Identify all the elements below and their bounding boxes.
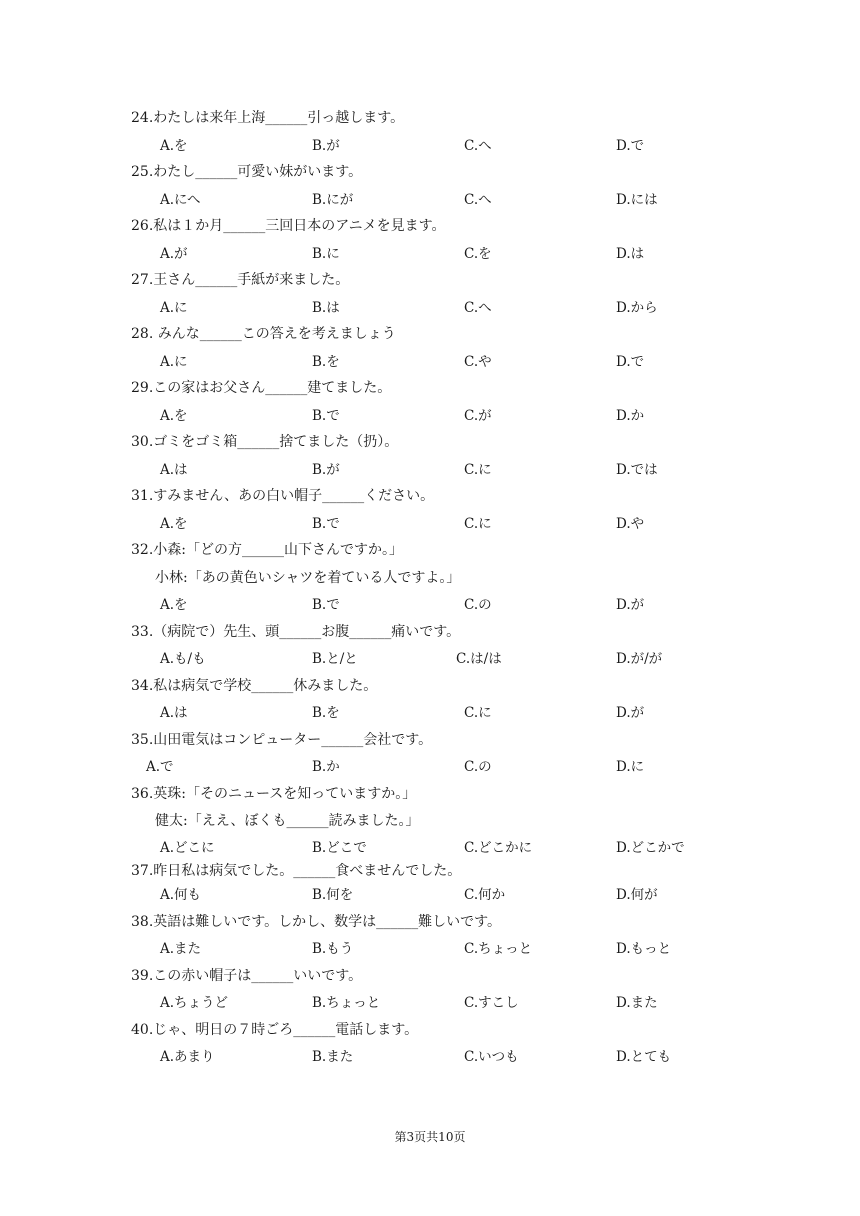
option-b: B.に: [312, 246, 340, 262]
option-d: D.では: [616, 462, 658, 478]
question-32-reply: 小林:「あの黄色いシャツを着ている人ですよ。」: [155, 570, 461, 586]
options-24: [0, 137, 860, 155]
option-a: A.は: [160, 705, 188, 721]
option-b: B.が: [312, 462, 340, 478]
option-a: A.にへ: [160, 192, 201, 208]
option-b: B.もう: [312, 941, 354, 957]
option-c: C.へ: [464, 300, 492, 316]
option-d: D.が: [616, 705, 645, 721]
option-d: D.何が: [616, 887, 658, 903]
option-d: D.また: [616, 995, 658, 1011]
option-a: A.を: [160, 516, 188, 532]
options-29: [0, 407, 860, 425]
option-a: A.が: [160, 246, 188, 262]
option-d: D.もっと: [616, 941, 672, 957]
options-28: [0, 353, 860, 371]
option-b: B.また: [312, 1049, 354, 1065]
option-a: A.に: [160, 354, 188, 370]
question-37: 37.昨日私は病気でした。______食べませんでした。: [131, 863, 462, 879]
question-36: 36.英珠:「そのニュースを知っていますか。」: [131, 786, 417, 802]
option-a: A.は: [160, 462, 188, 478]
option-a: A.を: [160, 597, 188, 613]
option-b: B.で: [312, 408, 340, 424]
options-25: [0, 191, 860, 209]
option-a: A.を: [160, 408, 188, 424]
option-c: C.や: [464, 354, 492, 370]
option-c: C.が: [464, 408, 492, 424]
options-40: [0, 1048, 860, 1066]
option-b: B.を: [312, 354, 340, 370]
option-b: B.何を: [312, 887, 354, 903]
option-d: D.に: [616, 759, 645, 775]
question-24: 24.わたしは来年上海______引っ越します。: [131, 110, 405, 126]
options-32: [0, 596, 860, 614]
option-a: A.も/も: [160, 651, 206, 667]
question-27: 27.王さん______手紙が来ました。: [131, 272, 350, 288]
option-b: B.で: [312, 516, 340, 532]
option-a: A.で: [146, 759, 174, 775]
option-d: D.どこかで: [616, 840, 685, 856]
option-b: B.ちょっと: [312, 995, 381, 1011]
options-33: [0, 650, 860, 668]
question-36-reply: 健太:「ええ、ぼくも______読みました。」: [155, 813, 420, 829]
question-39: 39.この赤い帽子は______いいです。: [131, 968, 363, 984]
option-d: D.とても: [616, 1049, 672, 1065]
question-32: 32.小森:「どの方______山下さんですか。」: [131, 542, 403, 558]
question-35: 35.山田電気はコンピューター______会社です。: [131, 732, 433, 748]
option-d: D.か: [616, 408, 645, 424]
question-33: 33.（病院で）先生、頭______お腹______痛いです。: [131, 624, 461, 640]
question-28: 28. みんな______この答えを考えましょう: [131, 326, 396, 342]
option-c: C.どこかに: [464, 840, 533, 856]
question-38: 38.英語は難しいです。しかし、数学は______難しいです。: [131, 914, 502, 930]
question-25: 25.わたし______可愛い妹がいます。: [131, 164, 363, 180]
option-c: C.何か: [464, 887, 506, 903]
option-c: C.へ: [464, 192, 492, 208]
options-36: [0, 839, 860, 857]
option-d: D.は: [616, 246, 645, 262]
options-30: [0, 461, 860, 479]
option-c: C.を: [464, 246, 492, 262]
option-a: A.何も: [160, 887, 202, 903]
option-b: B.どこで: [312, 840, 367, 856]
option-b: B.にが: [312, 192, 354, 208]
option-d: D.や: [616, 516, 645, 532]
question-34: 34.私は病気で学校______休みました。: [131, 678, 378, 694]
option-c: C.の: [464, 597, 492, 613]
option-b: B.か: [312, 759, 340, 775]
option-a: A.あまり: [160, 1049, 215, 1065]
option-c: C.に: [464, 516, 492, 532]
options-26: [0, 245, 860, 263]
option-d: D.が/が: [616, 651, 663, 667]
option-b: B.を: [312, 705, 340, 721]
option-d: D.が: [616, 597, 645, 613]
option-c: C.へ: [464, 138, 492, 154]
options-38: [0, 940, 860, 958]
option-c: C.の: [464, 759, 492, 775]
option-a: A.に: [160, 300, 188, 316]
option-d: D.から: [616, 300, 658, 316]
option-c: C.ちょっと: [464, 941, 533, 957]
options-27: [0, 299, 860, 317]
question-40: 40.じゃ、明日の７時ごろ______電話します。: [131, 1022, 419, 1038]
question-26: 26.私は１か月______三回日本のアニメを見ます。: [131, 218, 446, 234]
option-c: C.すこし: [464, 995, 519, 1011]
options-31: [0, 515, 860, 533]
option-c: C.に: [464, 462, 492, 478]
option-a: A.を: [160, 138, 188, 154]
option-c: C.いつも: [464, 1049, 519, 1065]
question-31: 31.すみません、あの白い帽子______ください。: [131, 488, 435, 504]
options-37: [0, 886, 860, 904]
question-30: 30.ゴミをゴミ箱______捨てました（扔）。: [131, 434, 399, 450]
options-34: [0, 704, 860, 722]
options-39: [0, 994, 860, 1012]
option-c: C.は/は: [456, 651, 502, 667]
option-b: B.と/と: [312, 651, 358, 667]
option-a: A.どこに: [160, 840, 215, 856]
option-a: A.また: [160, 941, 202, 957]
option-b: B.で: [312, 597, 340, 613]
option-a: A.ちょうど: [160, 995, 229, 1011]
option-d: D.で: [616, 354, 645, 370]
option-b: B.は: [312, 300, 340, 316]
question-29: 29.この家はお父さん______建てました。: [131, 380, 392, 396]
page-number: 第3页共10页: [394, 1130, 466, 1144]
option-d: D.には: [616, 192, 658, 208]
options-35: [0, 758, 860, 776]
option-d: D.で: [616, 138, 645, 154]
option-c: C.に: [464, 705, 492, 721]
option-b: B.が: [312, 138, 340, 154]
